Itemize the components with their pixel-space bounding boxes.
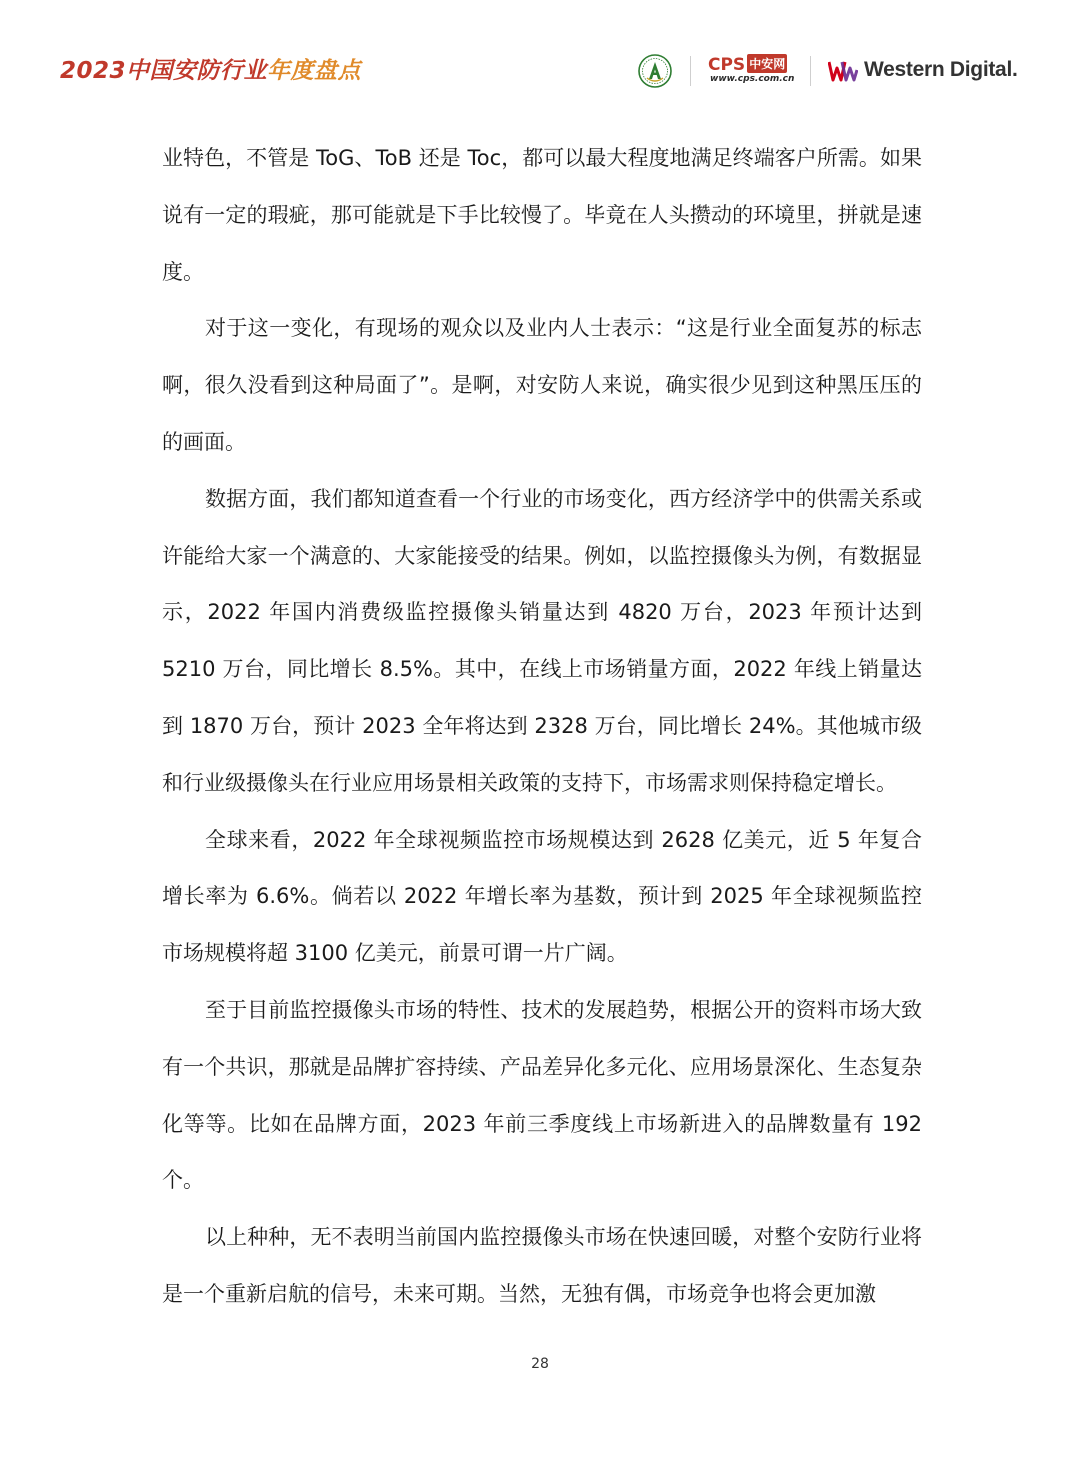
cps-logo-url: www.cps.com.cn <box>710 74 795 84</box>
report-title-year: 2023 <box>60 58 127 84</box>
article-body <box>162 130 922 1323</box>
western-digital-logo <box>828 58 1028 86</box>
cps-logo-mark: CPS <box>708 55 746 75</box>
report-title <box>60 52 361 85</box>
page-header <box>0 0 1080 110</box>
article-paragraph: 对于这一变化，有现场的观众以及业内人士表示：“这是行业全面复苏的标志啊，很久没看到这种局面了”。是啊，对安防人来说，确实很少见到这种黑压压的的画面。 <box>162 316 922 454</box>
cps-logo-cn: 中安网 <box>747 54 787 73</box>
cps-logo <box>708 54 800 88</box>
report-title-main: 中国安防行业 <box>126 58 268 84</box>
logo-divider <box>810 56 811 86</box>
western-digital-wordmark: Western Digital. <box>864 58 1018 81</box>
security-association-emblem-icon <box>638 54 672 88</box>
logo-divider <box>690 56 691 86</box>
western-digital-logo-icon <box>828 60 858 82</box>
article-paragraph: 全球来看，2022 年全球视频监控市场规模达到 2628 亿美元，近 5 年复合增长率为 6.6%。倘若以 2022 年增长率为基数，预计到 2025 年全球视频监控市场规模将超 3100 亿美元，前景可谓一片广阔。 <box>162 827 922 966</box>
article-paragraph: 业特色，不管是 ToG、ToB 还是 Toc，都可以最大程度地满足终端客户所需。如果说有一定的瑕疵，那可能就是下手比较慢了。毕竟在人头攒动的环境里，拼就是速度。 <box>162 146 922 284</box>
article-paragraph: 数据方面，我们都知道查看一个行业的市场变化，西方经济学中的供需关系或许能给大家一个满意的、大家能接受的结果。例如，以监控摄像头为例，有数据显示，2022 年国内消费级监控摄像头销量达到 4820 万台，2023 年预计达到 5210 万台，同比增长 8.5%。其中，在线上市场销量方面，2022 年线上销量达到 1870 万台，预计 2023 全年将达到 2328 万台，同比增长 24%。其他城市级和行业级摄像头在行业应用场景相关政策的支持下，市场需求则保持稳定增长。 <box>162 486 922 795</box>
report-title-suffix: 年度盘点 <box>267 58 362 84</box>
article-paragraph: 至于目前监控摄像头市场的特性、技术的发展趋势，根据公开的资料市场大致有一个共识，那就是品牌扩容持续、产品差异化多元化、应用场景深化、生态复杂化等等。比如在品牌方面，2023 年前三季度线上市场新进入的品牌数量有 192 个。 <box>162 997 922 1193</box>
article-paragraph: 以上种种，无不表明当前国内监控摄像头市场在快速回暖，对整个安防行业将是一个重新启航的信号，未来可期。当然，无独有偶，市场竞争也将会更加激 <box>162 1225 922 1306</box>
page-number: 28 <box>531 1356 549 1372</box>
